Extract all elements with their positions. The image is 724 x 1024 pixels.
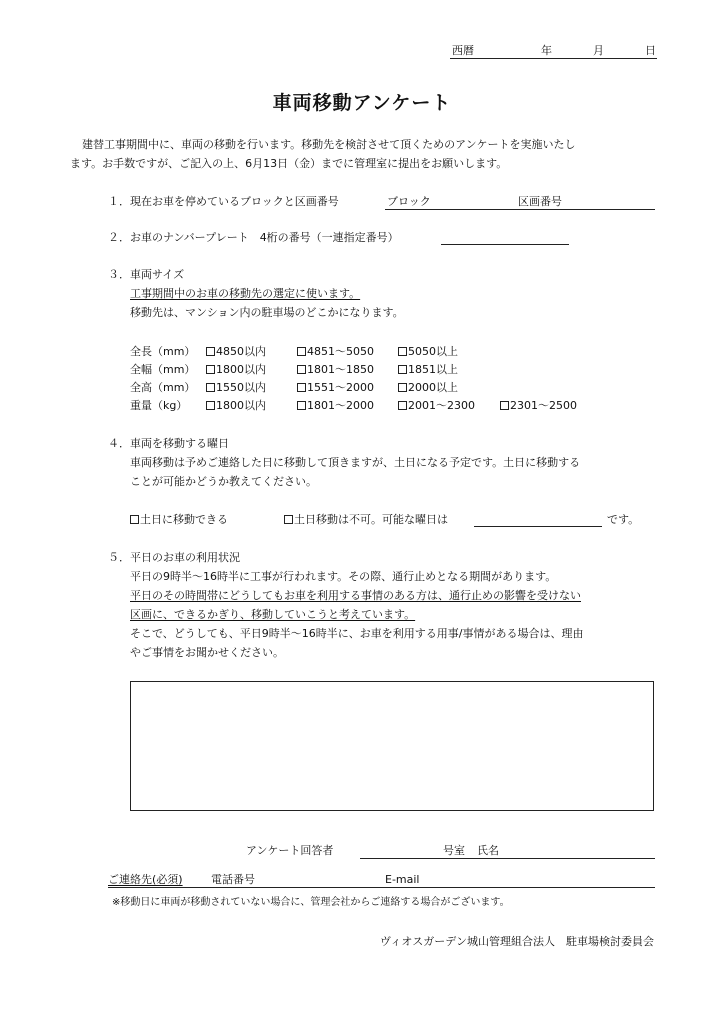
checkbox-icon[interactable] <box>398 383 407 392</box>
q1-text: １．現在お車を停めているブロックと区画番号 <box>108 195 339 208</box>
date-era: 西暦 <box>452 44 474 57</box>
size-option[interactable]: 1801～1850 <box>297 363 374 377</box>
q4-option-weekend-ng[interactable]: 土日移動は不可。可能な曜日は <box>284 513 448 527</box>
date-month: 月 <box>593 44 604 57</box>
size-label-weight: 重量（kg） <box>130 399 188 412</box>
size-label-width: 全幅（mm） <box>130 363 196 376</box>
q4-option-weekend-ok[interactable]: 土日に移動できる <box>130 513 228 527</box>
q5-line-1: 平日の9時半～16時半に工事が行われます。その際、通行止めとなる期間があります。 <box>130 570 557 583</box>
checkbox-icon[interactable] <box>206 365 215 374</box>
checkbox-icon[interactable] <box>206 347 215 356</box>
size-option[interactable]: 1800以内 <box>206 363 266 377</box>
q1-answer-line[interactable] <box>385 209 655 210</box>
checkbox-icon[interactable] <box>206 401 215 410</box>
size-option[interactable]: 1800以内 <box>206 399 266 413</box>
respondent-name-label: 氏名 <box>477 844 499 857</box>
size-option[interactable]: 1801～2000 <box>297 399 374 413</box>
size-option[interactable]: 5050以上 <box>398 345 458 359</box>
size-option[interactable]: 2000以上 <box>398 381 458 395</box>
note: ※移動日に車両が移動されていない場合に、管理会社からご連絡する場合がございます。 <box>112 897 510 908</box>
checkbox-icon[interactable] <box>206 383 215 392</box>
q4-day-answer-line[interactable] <box>474 526 602 527</box>
checkbox-icon[interactable] <box>284 515 293 524</box>
q3-desc-2: 移動先は、マンション内の駐車場のどこかになります。 <box>130 306 404 319</box>
q5-line-2: 平日のその時間帯にどうしてもお車を利用する事情のある方は、通行止めの影響を受けない <box>130 589 581 602</box>
intro-line-2: ます。お手数ですが、ご記入の上、6月13日（金）までに管理室に提出をお願いします。 <box>70 157 508 170</box>
checkbox-icon[interactable] <box>297 365 306 374</box>
size-option[interactable]: 1551～2000 <box>297 381 374 395</box>
size-option[interactable]: 2001～2300 <box>398 399 475 413</box>
q4-desc-1: 車両移動は予めご連絡した日に移動して頂きますが、土日になる予定です。土日に移動する <box>130 456 581 469</box>
size-option[interactable]: 1851以上 <box>398 363 458 377</box>
checkbox-icon[interactable] <box>398 401 407 410</box>
q1-block-label: ブロック <box>387 195 431 208</box>
q2-text: ２．お車のナンバープレート 4桁の番号（一連指定番号） <box>108 231 399 244</box>
contact-phone-label: 電話番号 <box>211 873 255 886</box>
size-option[interactable]: 4851～5050 <box>297 345 374 359</box>
checkbox-icon[interactable] <box>398 365 407 374</box>
q3-desc-1: 工事期間中のお車の移動先の選定に使います。 <box>130 287 361 300</box>
q3-heading: ３．車両サイズ <box>108 268 185 281</box>
size-option[interactable]: 1550以内 <box>206 381 266 395</box>
checkbox-icon[interactable] <box>130 515 139 524</box>
q4-suffix: です。 <box>607 513 640 526</box>
contact-label: ご連絡先(必須) <box>108 873 183 886</box>
intro-line-1: 建替工事期間中に、車両の移動を行います。移動先を検討させて頂くためのアンケートを実施いたし <box>82 138 576 151</box>
q2-answer-line[interactable] <box>441 244 569 245</box>
respondent-room-label: 号室 <box>443 844 465 857</box>
q4-heading: ４．車両を移動する曜日 <box>108 437 229 450</box>
contact-answer-line[interactable] <box>108 887 655 888</box>
q5-line-3: 区画に、できるかぎり、移動していこうと考えています。 <box>130 608 416 621</box>
footer-organization: ヴィオスガーデン城山管理組合法人 駐車場検討委員会 <box>379 935 654 948</box>
checkbox-icon[interactable] <box>500 401 509 410</box>
checkbox-icon[interactable] <box>297 347 306 356</box>
q5-answer-box[interactable] <box>130 681 654 811</box>
date-day: 日 <box>645 44 656 57</box>
page-title: 車両移動アンケート <box>272 92 452 114</box>
checkbox-icon[interactable] <box>297 383 306 392</box>
size-option[interactable]: 2301～2500 <box>500 399 577 413</box>
date-underline[interactable] <box>450 58 657 59</box>
q1-lot-label: 区画番号 <box>518 195 562 208</box>
q4-desc-2: ことが可能かどうか教えてください。 <box>130 475 317 488</box>
contact-email-label: E-mail <box>385 873 420 886</box>
checkbox-icon[interactable] <box>297 401 306 410</box>
date-year: 年 <box>541 44 552 57</box>
q5-heading: ５．平日のお車の利用状況 <box>108 551 240 564</box>
respondent-label: アンケート回答者 <box>246 844 334 857</box>
size-option[interactable]: 4850以内 <box>206 345 266 359</box>
size-label-height: 全高（mm） <box>130 381 196 394</box>
size-label-length: 全長（mm） <box>130 345 196 358</box>
q5-line-5: やご事情をお聞かせください。 <box>130 646 284 659</box>
checkbox-icon[interactable] <box>398 347 407 356</box>
respondent-answer-line[interactable] <box>360 858 655 859</box>
q5-line-4: そこで、どうしても、平日9時半～16時半に、お車を利用する用事/事情がある場合は、理由 <box>130 627 584 640</box>
